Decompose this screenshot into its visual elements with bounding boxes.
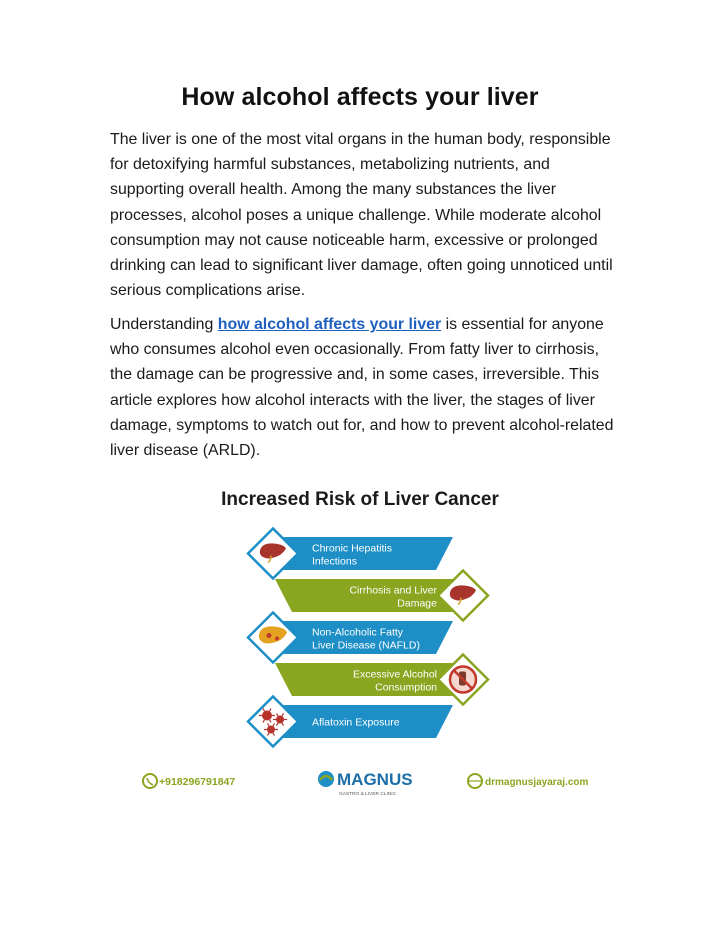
understanding-paragraph bbox=[110, 312, 615, 463]
brand-logo bbox=[318, 770, 413, 797]
paragraph-text-start: Understanding bbox=[110, 316, 218, 333]
risk-label-line1: Aflatoxin Exposure bbox=[312, 716, 400, 729]
website-url: drmagnusjayaraj.com bbox=[485, 777, 589, 788]
article-link[interactable]: how alcohol affects your liver bbox=[217, 316, 442, 333]
paragraph-text-end: is essential for anyone who consumes alcohol even occasionally. From fatty liver to cirrhosis, the damage can be progressive and, in some cases, irreversible. This article explores how alcohol interacts with the liver, the stages of liver damage, symptoms to watch out for, and how to prevent alcohol-related liver disease (ARLD). bbox=[110, 316, 614, 460]
brand-subtitle: GASTRO & LIVER CLINIC bbox=[339, 792, 397, 797]
risk-label-line1: Non-Alcoholic Fatty bbox=[312, 626, 404, 639]
risk-item bbox=[275, 571, 488, 621]
phone-handset-icon bbox=[147, 778, 153, 785]
icon-diamond bbox=[248, 697, 298, 747]
risk-label-line1: Cirrhosis and Liver bbox=[349, 584, 437, 597]
risk-item bbox=[275, 655, 488, 705]
risk-label-line1: Excessive Alcohol bbox=[352, 668, 437, 681]
phone-contact bbox=[143, 774, 235, 788]
risk-label-line2: Liver Disease (NAFLD) bbox=[312, 639, 420, 652]
brand-name: MAGNUS bbox=[337, 770, 413, 789]
infographic-svg bbox=[113, 473, 607, 803]
phone-number: +918296791847 bbox=[159, 776, 236, 788]
infographic-title: Increased Risk of Liver Cancer bbox=[221, 489, 499, 510]
intro-paragraph: The liver is one of the most vital organs in the human body, responsible for detoxifying harmful substances, metabolizing nutrients, and supporting overall health. Among the many substances the liver processes, alcohol poses a unique challenge. While moderate alcohol consumption may not cause noticeable harm, excessive or prolonged drinking can lead to significant liver damage, often going unnoticed until serious complications arise. bbox=[110, 131, 613, 300]
no-drinking-icon bbox=[450, 667, 476, 693]
phone-icon bbox=[143, 774, 157, 788]
risk-label-line2: Damage bbox=[397, 597, 437, 610]
page-title: How alcohol affects your liver bbox=[181, 83, 539, 111]
risk-label-line2: Consumption bbox=[375, 681, 437, 694]
risk-item bbox=[248, 613, 453, 663]
risk-item bbox=[248, 697, 453, 747]
risk-label-line1: Chronic Hepatitis bbox=[312, 542, 392, 555]
risk-item bbox=[248, 529, 453, 579]
website-contact bbox=[468, 774, 588, 788]
risk-label-line2: Infections bbox=[312, 555, 357, 568]
liver-cancer-infographic bbox=[113, 473, 607, 803]
risk-label bbox=[312, 717, 400, 729]
